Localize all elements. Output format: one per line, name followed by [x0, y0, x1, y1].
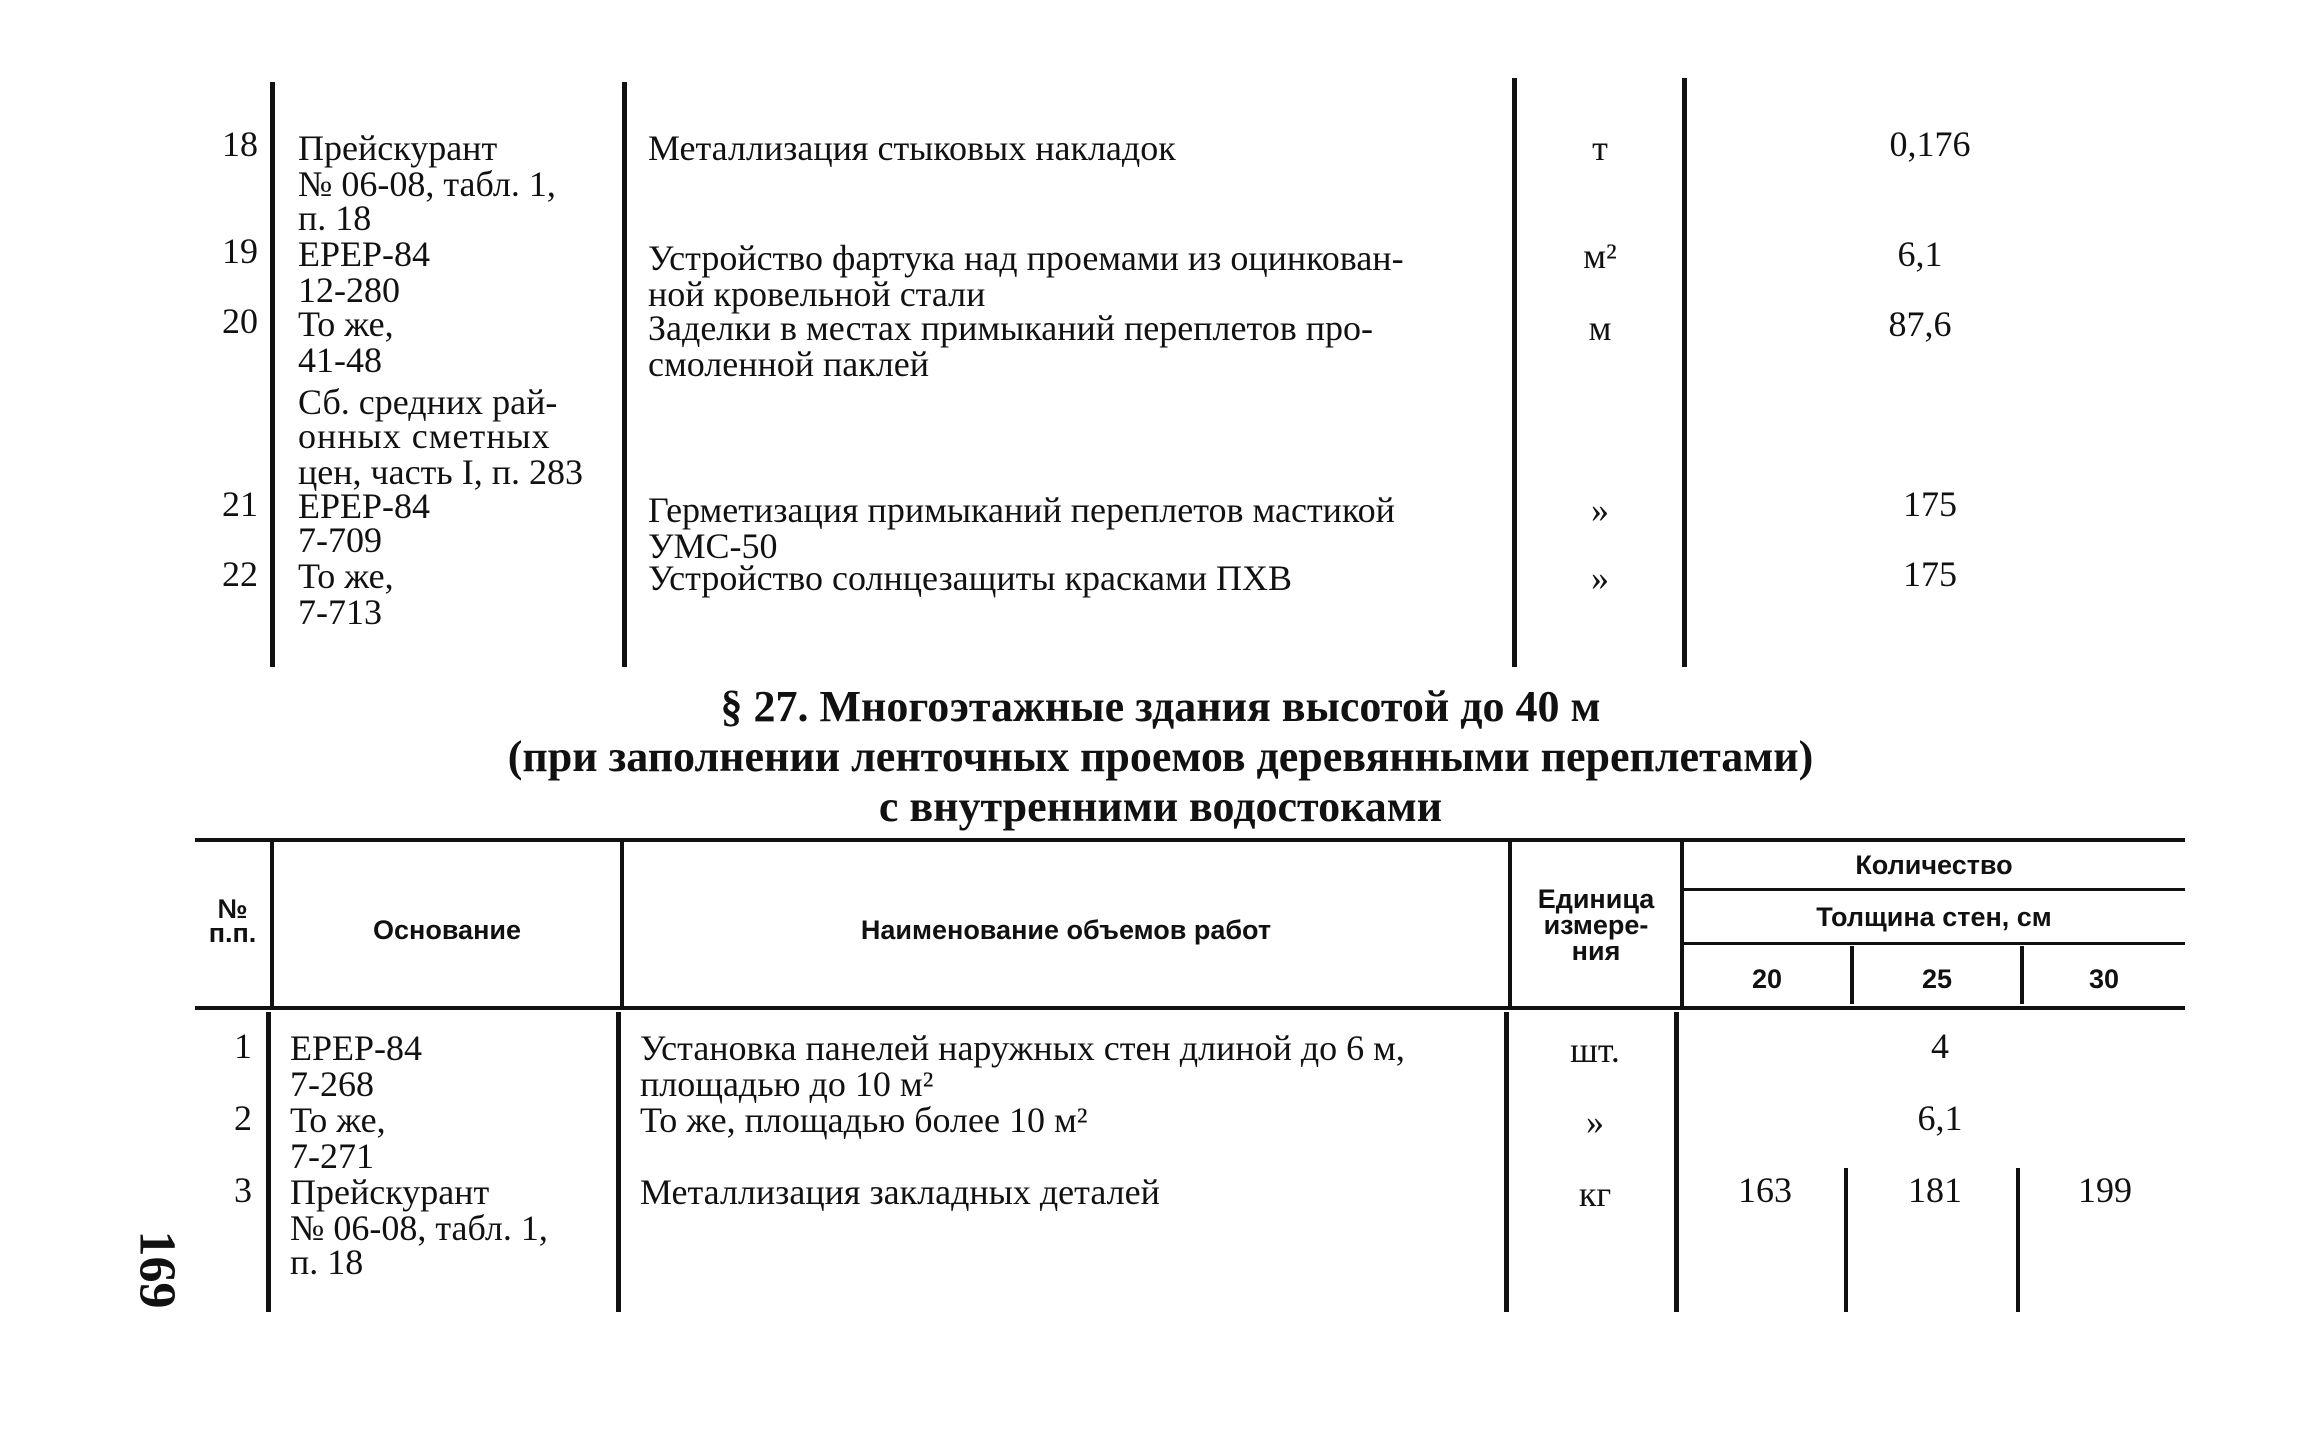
work-name-line: площадью до 10 м²	[640, 1064, 934, 1104]
quantity-value: 6,1	[1897, 234, 1943, 274]
work-name-line: Герметизация примыканий переплетов мастикой	[648, 490, 1395, 530]
section-title-line-1: § 27. Многоэтажные здания высотой до 40 м	[720, 682, 1601, 731]
basis-line: Прейскурант	[298, 128, 498, 168]
upper-rule-1	[270, 82, 275, 667]
unit-value: т	[1592, 128, 1608, 168]
basis-line: То же,	[298, 304, 394, 344]
work-name-line: Заделки в местах примыканий переплетов про-	[648, 308, 1373, 348]
work-name-line: Устройство фартука над проемами из оцинкован-	[648, 238, 1404, 278]
basis-line: То же,	[298, 556, 394, 596]
body-rule-1	[266, 1012, 271, 1312]
header-unit-line-3: ния	[1571, 936, 1621, 966]
row-number: 18	[222, 124, 258, 164]
work-name-line: Устройство солнцезащиты красками ПХВ	[648, 558, 1292, 598]
basis-line: п. 18	[290, 1242, 364, 1282]
body-rule-3	[1504, 1012, 1509, 1312]
header-num-line-1: №	[217, 894, 248, 924]
unit-value: м	[1588, 308, 1612, 348]
upper-rule-3	[1512, 78, 1517, 667]
unit-value: »	[1591, 558, 1609, 598]
basis-line: То же,	[290, 1100, 386, 1140]
page-number: 169	[128, 1230, 186, 1309]
quantity-col-25: 181	[1908, 1170, 1962, 1210]
basis-line: 7-713	[298, 592, 382, 632]
body-rule-4	[1674, 1012, 1679, 1312]
header-col-30: 30	[2088, 964, 2120, 994]
work-name-line: смоленной паклей	[648, 344, 929, 384]
quantity-value: 6,1	[1917, 1098, 1963, 1138]
basis-line: 7-271	[290, 1136, 374, 1176]
header-unit-line-1: Единица	[1537, 884, 1655, 914]
basis-line: Прейскурант	[290, 1172, 490, 1212]
quantity-value: 87,6	[1888, 304, 1952, 344]
row-number: 2	[234, 1098, 252, 1138]
basis-line: 41-48	[298, 340, 382, 380]
body-rule-2	[616, 1012, 621, 1312]
basis-line: ЕРЕР-84	[290, 1028, 423, 1068]
work-name-line: Металлизация стыковых накладок	[648, 128, 1176, 168]
work-name-line: УМС-50	[648, 526, 778, 566]
work-name-line: Установка панелей наружных стен длиной до 6 м,	[640, 1028, 1405, 1068]
header-col-20: 20	[1751, 964, 1783, 994]
row-number: 21	[222, 484, 258, 524]
basis-line: 12-280	[298, 270, 400, 310]
work-name-line: То же, площадью более 10 м²	[640, 1100, 1088, 1140]
basis-line: № 06-08, табл. 1,	[298, 164, 556, 204]
quantity-value: 175	[1903, 554, 1957, 594]
table-top-rule	[195, 838, 2185, 842]
row-number: 22	[222, 554, 258, 594]
section-title-line-3: с внутренними водостоками	[878, 782, 1443, 831]
header-num-line-2: п.п.	[208, 918, 257, 948]
basis-line: № 06-08, табл. 1,	[290, 1208, 548, 1248]
unit-value: шт.	[1570, 1030, 1620, 1070]
unit-value: м²	[1583, 236, 1617, 276]
header-bottom-rule	[195, 1006, 2185, 1010]
basis-line: Сб. средних рай-	[298, 382, 558, 422]
header-unit-line-2: измере-	[1543, 910, 1649, 940]
header-col-25: 25	[1921, 964, 1953, 994]
row-number: 20	[222, 301, 258, 341]
basis-line: цен, часть I, п. 283	[298, 452, 583, 492]
quantity-value: 0,176	[1889, 124, 1971, 164]
basis-line: ЕРЕР-84	[298, 486, 431, 526]
header-work-name: Наименование объемов работ	[860, 915, 1272, 945]
body-rule-6	[2016, 1168, 2020, 1312]
basis-line: п. 18	[298, 198, 372, 238]
row-number: 19	[222, 231, 258, 271]
basis-line: 7-709	[298, 520, 382, 560]
work-name-line: ной кровельной стали	[648, 274, 986, 314]
quantity-col-20: 163	[1738, 1170, 1792, 1210]
basis-line: 7-268	[290, 1064, 374, 1104]
header-quantity: Количество	[1855, 850, 2013, 880]
header-wall-thickness: Толщина стен, см	[1816, 902, 2052, 932]
thickness-sub-rule	[1680, 942, 2185, 945]
unit-value: кг	[1578, 1174, 1612, 1214]
header-basis: Основание	[373, 915, 521, 945]
row-number: 3	[234, 1170, 252, 1210]
unit-value: »	[1586, 1102, 1604, 1142]
upper-rule-4	[1682, 78, 1687, 667]
row-number: 1	[234, 1026, 252, 1066]
unit-value: »	[1591, 490, 1609, 530]
work-name-line: Металлизация закладных деталей	[640, 1172, 1160, 1212]
section-title-line-2: (при заполнении ленточных проемов деревянными переплетами)	[507, 732, 1814, 781]
basis-line: онных сметных	[298, 416, 551, 456]
quantity-value: 4	[1931, 1026, 1949, 1066]
upper-rule-2	[622, 82, 627, 667]
body-rule-5	[1844, 1168, 1848, 1312]
quantity-col-30: 199	[2078, 1170, 2132, 1210]
quantity-value: 175	[1903, 484, 1957, 524]
qty-sub-rule	[1680, 888, 2185, 891]
basis-line: ЕРЕР-84	[298, 234, 431, 274]
